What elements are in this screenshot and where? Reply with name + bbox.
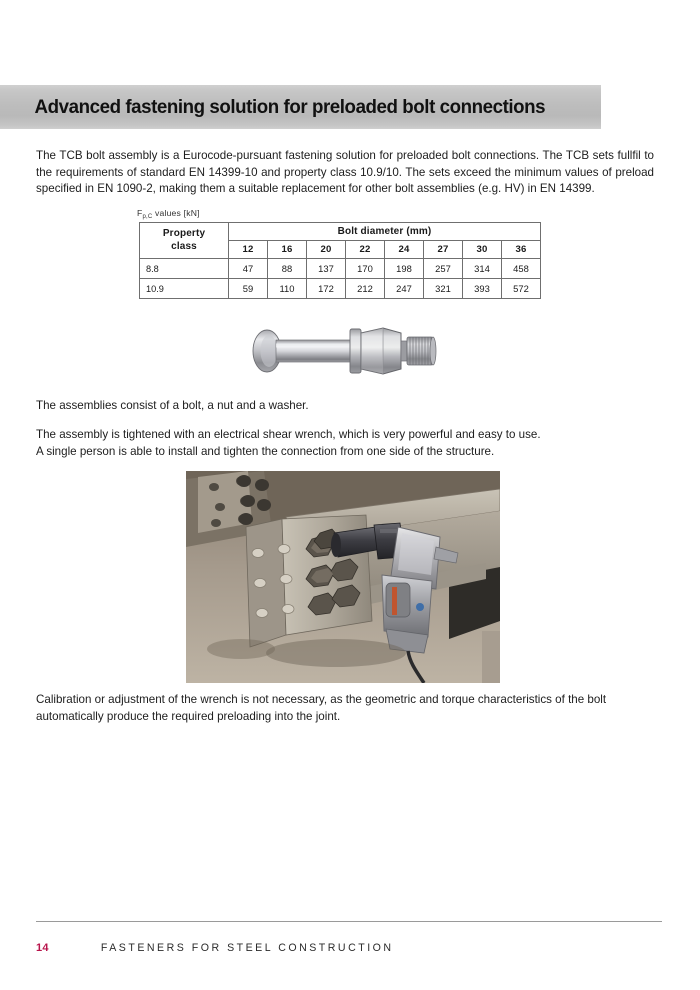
cell-preload-value: 110 <box>268 279 307 299</box>
bolt-head-highlight <box>261 335 278 367</box>
header-diameter-cell: 27 <box>424 241 463 259</box>
bolt-shank <box>276 340 354 362</box>
cell-preload-value: 137 <box>307 259 346 279</box>
assemblies-text: The assemblies consist of a bolt, a nut and a washer. <box>36 399 309 412</box>
table-header-row-group <box>140 223 541 241</box>
photo-floor-shadow-left <box>207 639 275 659</box>
intro-paragraph: The TCB bolt assembly is a Eurocode-pursuant fastening solution for preloaded bolt connections. The TCB sets fullfil to the requirements of standard EN 14399-10 and property class 10.9/10. The sets exceed the minimum values of preload specified in EN 1090-2, making them a suitable replacement for other bolt assemblies (e.g. HV) in EN 14399. <box>36 149 654 195</box>
header-diameter-cell: 22 <box>346 241 385 259</box>
header-diameter-cell: 12 <box>229 241 268 259</box>
nut-face-highlight <box>361 328 383 374</box>
header-diameter-cell: 20 <box>307 241 346 259</box>
cell-preload-value: 88 <box>268 259 307 279</box>
cell-preload-value: 247 <box>385 279 424 299</box>
page-header-banner <box>0 85 601 129</box>
header-diameter-cell: 24 <box>385 241 424 259</box>
cell-preload-value: 47 <box>229 259 268 279</box>
cell-preload-value: 198 <box>385 259 424 279</box>
shank-highlight <box>276 344 354 348</box>
caption-symbol: F <box>137 208 143 218</box>
header-property-class-line1: Property <box>162 228 206 239</box>
calibration-text-block <box>36 692 654 725</box>
page-footer <box>36 942 394 954</box>
shear-wrench-photo <box>186 471 500 683</box>
wrench-socket-opening <box>331 533 341 557</box>
table-row <box>140 259 541 279</box>
header-property-class <box>140 223 229 259</box>
bolt-assembly-figure <box>243 307 443 392</box>
photo-floor-right-edge <box>482 631 500 683</box>
cell-preload-value: 59 <box>229 279 268 299</box>
cell-preload-value: 321 <box>424 279 463 299</box>
wrench-red-stripe <box>392 587 397 615</box>
header-property-class-line2: class <box>171 240 197 252</box>
cell-preload-value: 257 <box>424 259 463 279</box>
shear-wrench-photo-image <box>186 471 500 683</box>
cell-property-class: 8.8 <box>140 259 229 279</box>
caption-subscript: p,C <box>142 214 153 220</box>
table-row <box>140 279 541 299</box>
cell-preload-value: 458 <box>502 259 541 279</box>
wrench-motor-barrel <box>386 583 410 617</box>
page-title: Advanced fastening solution for preloaded bolt connections <box>34 95 546 118</box>
caption-units: values [kN] <box>152 208 200 218</box>
intro-paragraph-block <box>36 148 654 198</box>
preload-values-table <box>139 222 541 299</box>
bolt-spline-tip <box>407 337 433 365</box>
header-diameter-cell: 36 <box>502 241 541 259</box>
page-number: 14 <box>36 942 49 954</box>
bolt-washer <box>350 329 361 373</box>
cell-preload-value: 572 <box>502 279 541 299</box>
cell-preload-value: 172 <box>307 279 346 299</box>
spline-end-face <box>430 337 436 365</box>
table-caption <box>137 208 200 218</box>
footer-publication-label: FASTENERS FOR STEEL CONSTRUCTION <box>100 942 394 954</box>
calibration-text: Calibration or adjustment of the wrench is not necessary, as the geometric and torque characteristics of the bolt automatically produce the required preloading into the joint. <box>36 693 607 723</box>
header-diameter-cell: 30 <box>463 241 502 259</box>
header-bolt-diameter-group: Bolt diameter (mm) <box>229 223 541 241</box>
cell-preload-value: 314 <box>463 259 502 279</box>
cell-preload-value: 170 <box>346 259 385 279</box>
cell-preload-value: 393 <box>463 279 502 299</box>
cell-preload-value: 212 <box>346 279 385 299</box>
bolt-assembly-image <box>243 307 443 392</box>
cell-property-class: 10.9 <box>140 279 229 299</box>
photo-floor-shadow <box>266 639 406 667</box>
footer-divider <box>36 921 662 922</box>
wrench-text-block <box>36 427 654 460</box>
wrench-text-line-2: A single person is able to install and tighten the connection from one side of the structure. <box>36 444 495 458</box>
wrench-blue-button <box>416 603 424 611</box>
wrench-text-line-1: The assembly is tightened with an electrical shear wrench, which is very powerful and easy to use. <box>36 428 541 441</box>
header-diameter-cell: 16 <box>268 241 307 259</box>
bolt-breakneck-collar <box>401 341 407 361</box>
